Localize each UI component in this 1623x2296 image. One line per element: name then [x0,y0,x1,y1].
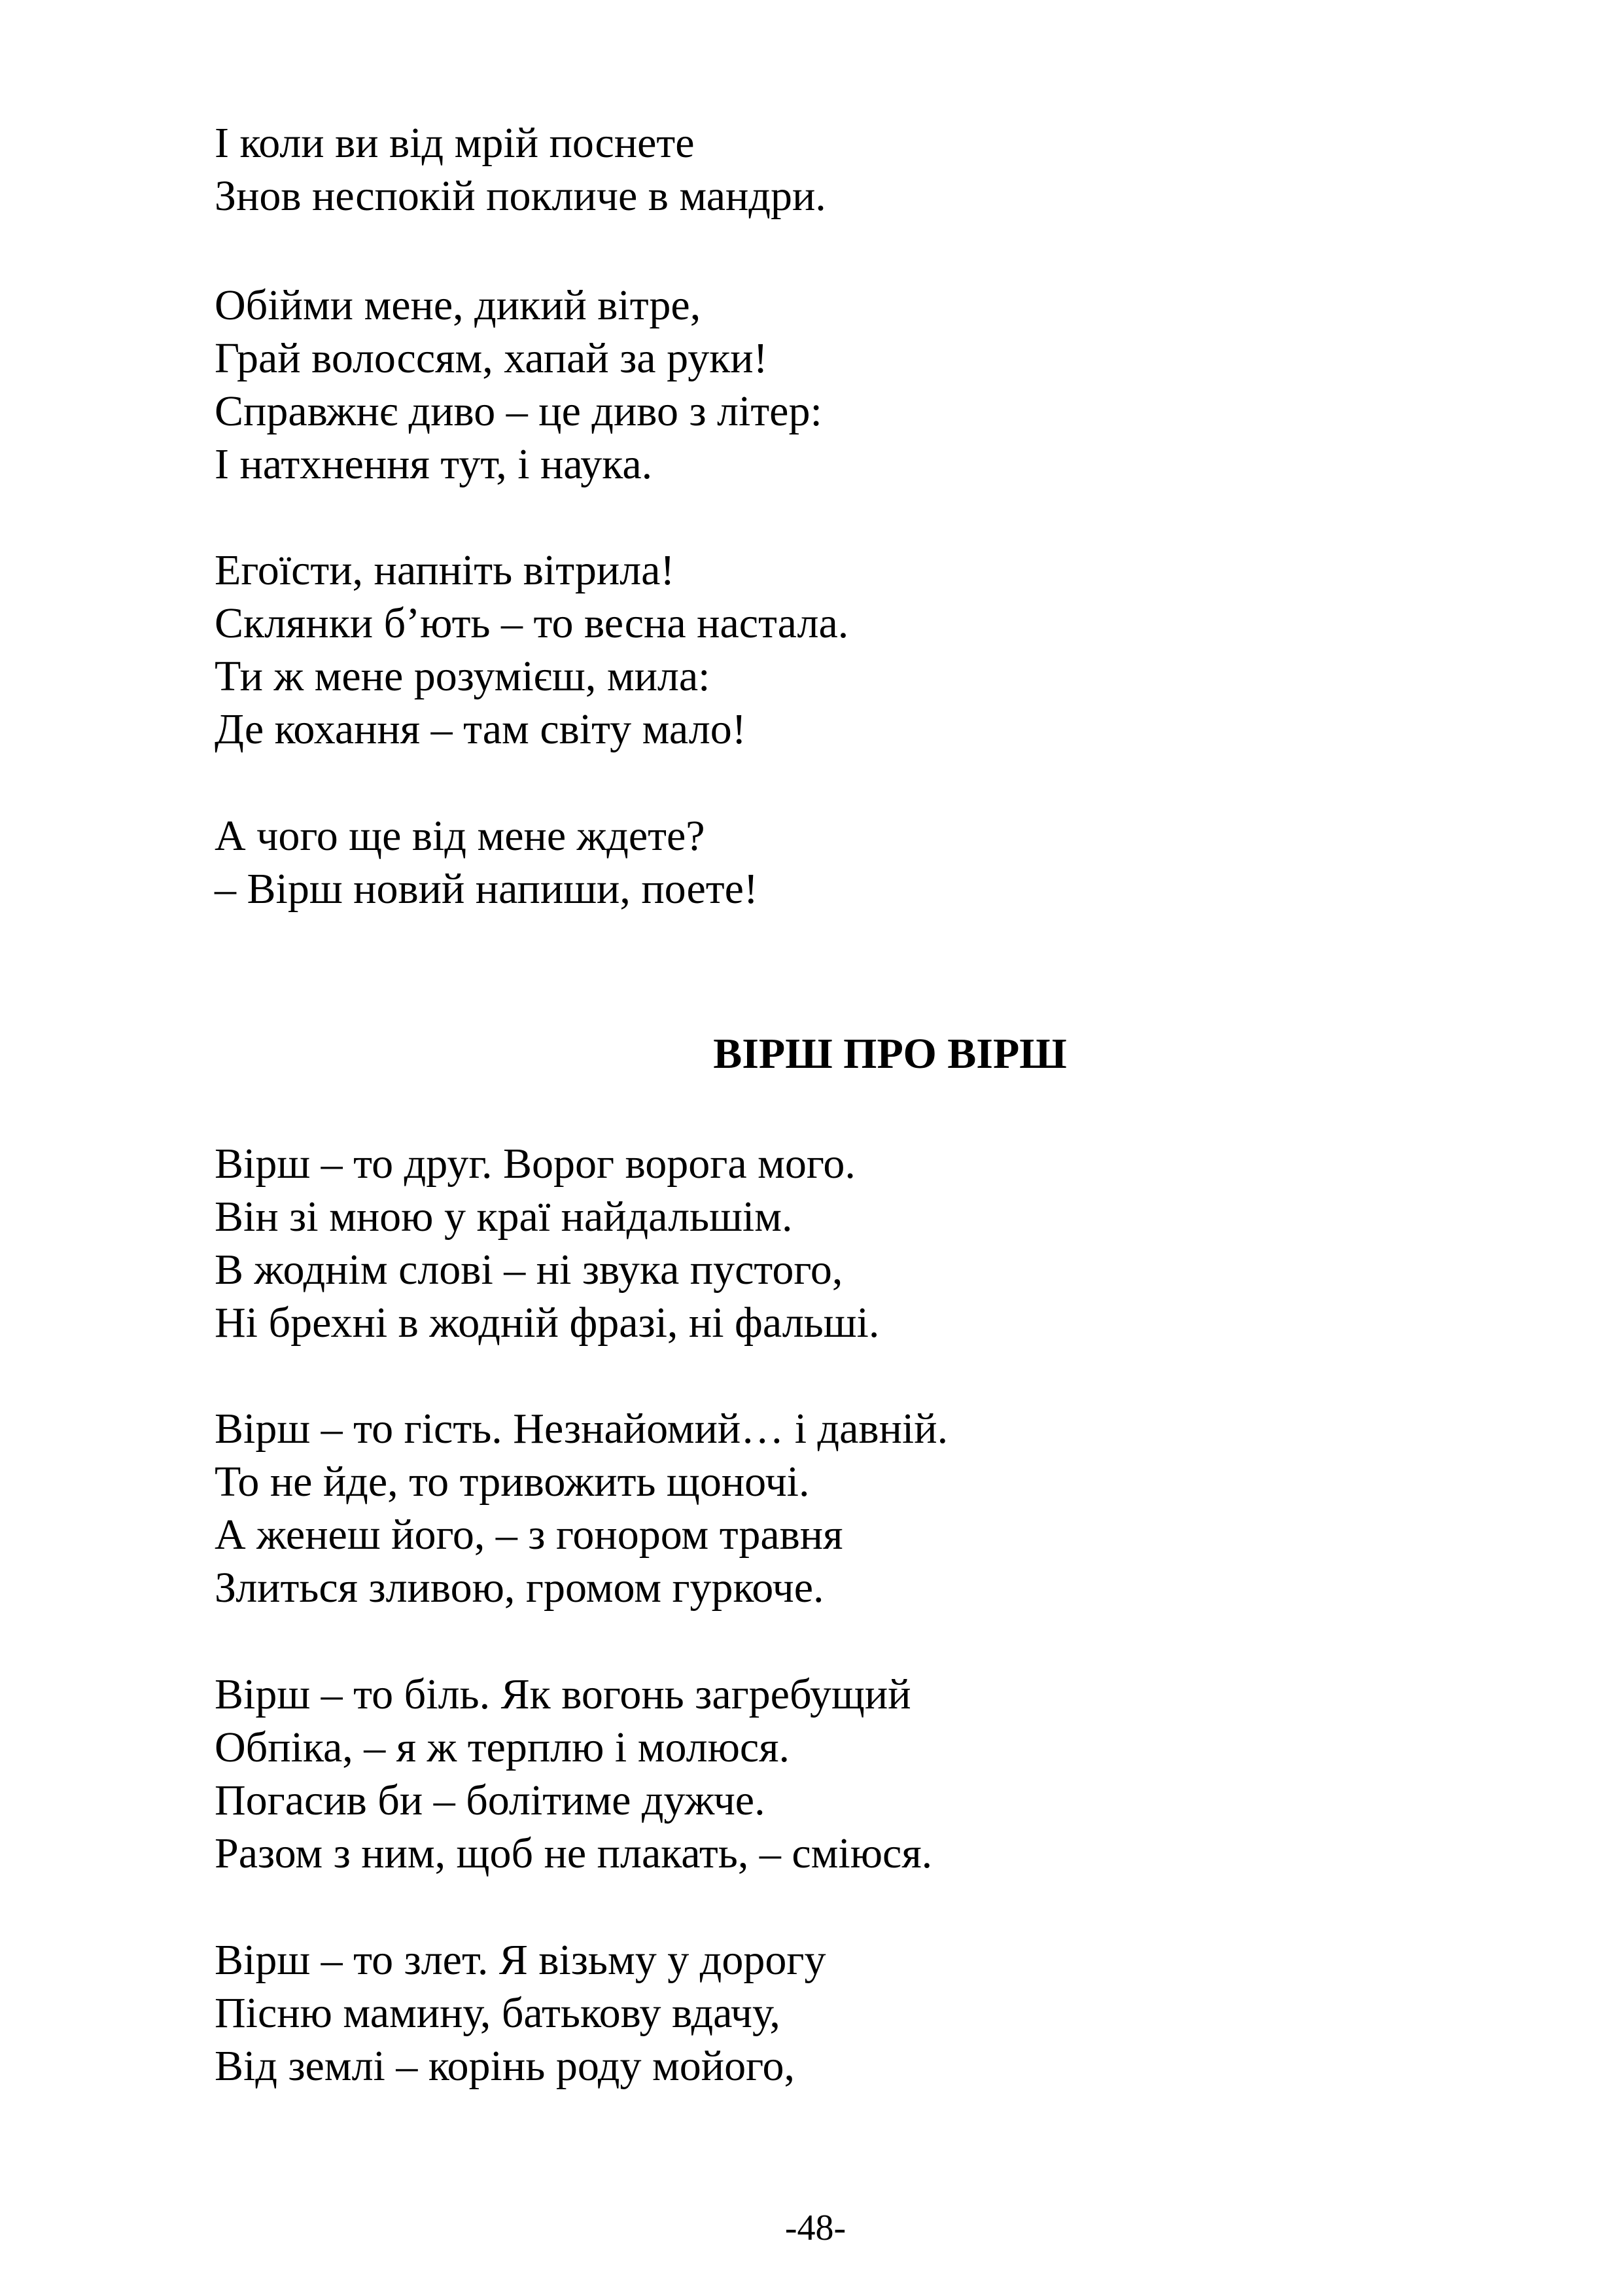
stanza [215,1934,1457,2093]
poem-line: То не йде, то тривожить щоночі. [215,1458,810,1506]
poem-line: В жоднім слові – ні звука пустого, [215,1246,843,1294]
poem-line: А женеш його, – з гонором травня [215,1511,843,1559]
poem-line: Вірш – то гість. Незнайомий… і давній. [215,1405,949,1453]
poem-line: Вірш – то друг. Ворог ворога мого. [215,1140,856,1188]
poem-line: Грай волоссям, хапай за руки! [215,334,768,382]
poem-line: – Вірш новий напиши, поете! [215,865,758,913]
poem-line: Він зі мною у краї найдальшім. [215,1193,793,1241]
poem-line: Злиться зливою, громом гуркоче. [215,1564,824,1612]
poem-line: Ти ж мене розумієш, мила: [215,652,710,700]
poem-line: Обійми мене, дикий вітре, [215,281,701,329]
poem-line: Обпіка, – я ж терплю і молюся. [215,1723,790,1771]
poem-line: Егоїсти, напніть вітрила! [215,546,675,594]
poem-line: Ні брехні в жодній фразі, ні фальші. [215,1299,880,1347]
stanza [215,279,1457,491]
poem-line: Пісню мамину, батькову вдачу, [215,1989,780,2037]
poem-line: Від землі – корінь роду мойого, [215,2042,795,2090]
stanza [215,1137,1457,1349]
poem-line: Разом з ним, щоб не плакать, – сміюся. [215,1829,933,1877]
poem-line: І натхнення тут, і наука. [215,440,653,488]
stanza [215,809,1457,915]
poem-line: Вірш – то біль. Як вогонь загребущий [215,1670,911,1718]
poem-line: Склянки б’ють – то весна настала. [215,599,849,647]
poem-line: Знов неспокій покличе в мандри. [215,172,826,220]
stanza [215,1402,1457,1614]
stanza [215,544,1457,756]
poem-line: А чого ще від мене ждете? [215,812,705,860]
poem-line: Де кохання – там світу мало! [215,705,746,753]
stanza [215,116,1457,222]
stanza [215,1668,1457,1880]
poem-title: ВІРШ ПРО ВІРШ [713,1030,1067,1078]
poem-line: І коли ви від мрій поснете [215,119,695,167]
poem-line: Справжнє диво – це диво з літер: [215,387,822,435]
poem-line: Погасив би – болітиме дужче. [215,1776,765,1824]
page-number: -48- [784,2208,846,2248]
poem-line: Вірш – то злет. Я візьму у дорогу [215,1936,826,1984]
